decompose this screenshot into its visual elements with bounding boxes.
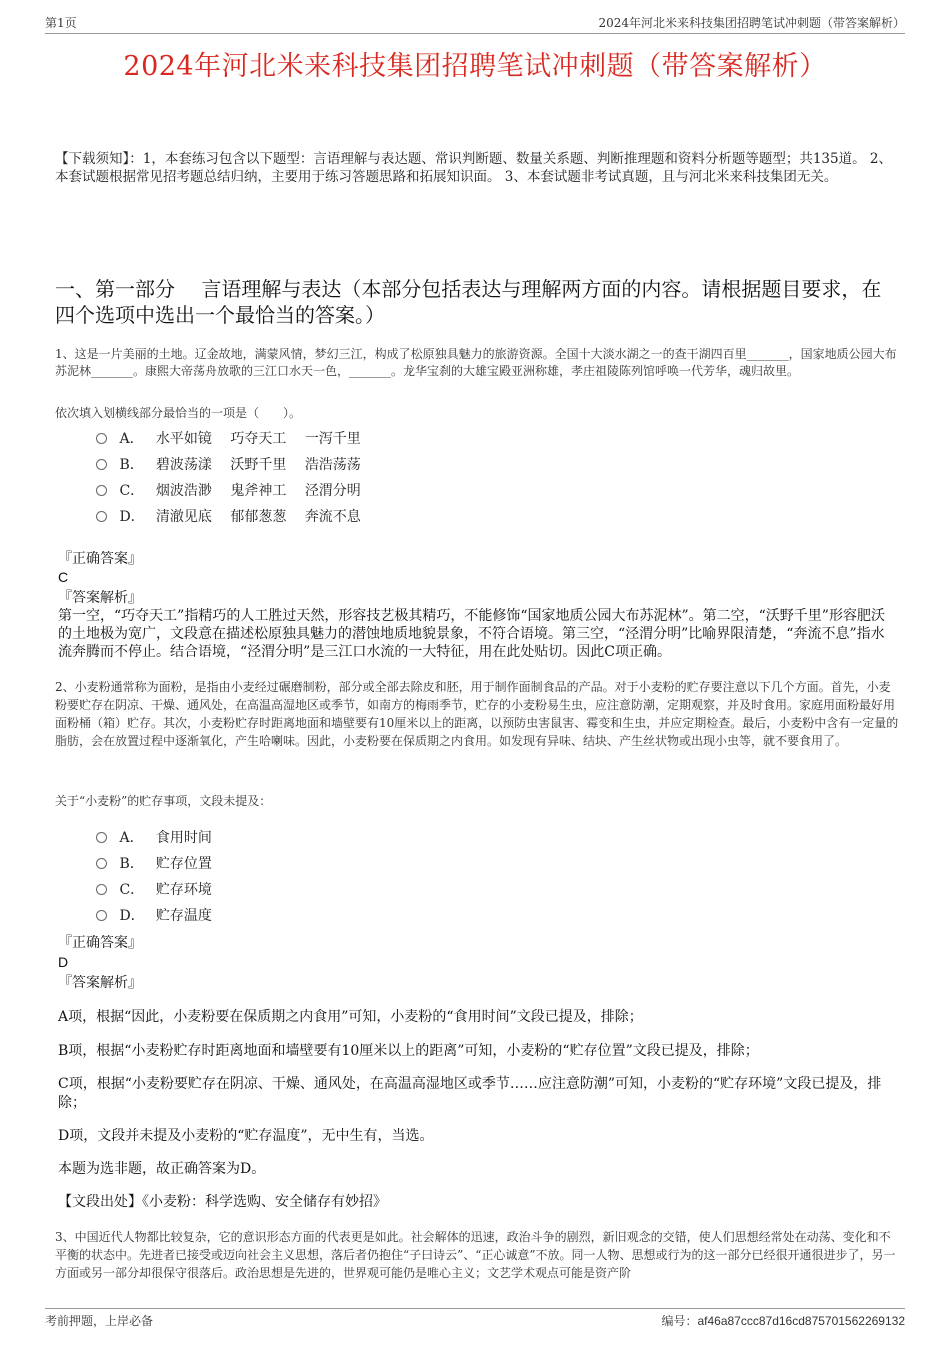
analysis-paragraph: B项，根据“小麦粉贮存时距离地面和墙壁要有10厘米以上的距离”可知，小麦粉的“贮存位置”文段已提及，排除； (58, 1043, 759, 1059)
option-a[interactable]: A． 食用时间 (96, 825, 226, 851)
option-d[interactable]: D． 清澈见底 郁郁葱葱 奔流不息 (96, 504, 375, 530)
option-d[interactable]: D． 贮存温度 (96, 903, 226, 929)
question-2-answer: D (58, 954, 69, 970)
analysis-paragraph: C项，根据“小麦粉要贮存在阴凉、干燥、通风处，在高温高湿地区或季节……应注意防潮”可知，小麦粉的“贮存环境”文段已提及，排除； (58, 1076, 882, 1111)
question-2-prompt: 关于“小麦粉”的贮存事项，文段未提及： (55, 794, 272, 808)
page-number: 第1页 (45, 16, 77, 30)
analysis-paragraph: D项，文段并未提及小麦粉的“贮存温度”，无中生有，当选。 (58, 1128, 434, 1144)
source-citation: 【文段出处】《小麦粉：科学选购、安全储存有妙招》 (58, 1194, 387, 1210)
option-b[interactable]: B． 贮存位置 (96, 851, 226, 877)
radio-button[interactable] (96, 433, 107, 444)
question-2-analysis-label: 『答案解析』 (58, 975, 142, 991)
download-notice: 【下载须知】：1，本套练习包含以下题型：言语理解与表达题、常识判断题、数量关系题、判断推理题和资料分析题等题型；共135道。 2、本套试题根据常见招考题总结归纳，主要用于练习答题思路和拓展知识面。 3、本套试题非考试真题，且与河北米来科技集团无关。 (55, 151, 892, 185)
radio-button[interactable] (96, 910, 107, 921)
header-divider (45, 33, 905, 34)
option-b[interactable]: B． 碧波荡漾 沃野千里 浩浩荡荡 (96, 452, 375, 478)
question-3-stem: 3、中国近代人物都比较复杂，它的意识形态方面的代表更是如此。社会解体的迅速，政治斗争的剧烈，新旧观念的交错，使人们思想经常处在动荡、变化和不平衡的状态中。先进者已接受或迈向社会主义思想，落后者仍抱住“子曰诗云”、“正心诚意”不放。同一人物、思想或行为的这一部分已经很开通很进步了，另一方面或另一部分却很保守很落后。政治思想是先进的，世界观可能仍是唯心主义；文艺学术观点可能是资产阶 (55, 1230, 896, 1280)
footer-divider (45, 1308, 905, 1309)
radio-button[interactable] (96, 511, 107, 522)
question-2-options (96, 825, 226, 929)
question-1-answer: C (58, 569, 69, 585)
analysis-paragraph: A项，根据“因此，小麦粉要在保质期之内食用”可知，小麦粉的“食用时间”文段已提及，排除； (58, 1009, 643, 1025)
section-title: 一、第一部分 言语理解与表达（本部分包括表达与理解两方面的内容。请根据题目要求，在四个选项中选出一个最恰当的答案。） (55, 277, 882, 327)
header-doc-title: 2024年河北米来科技集团招聘笔试冲刺题（带答案解析） (598, 16, 905, 30)
footer-code: 编号：af46a87ccc87d16cd875701562269132 (661, 1314, 905, 1328)
radio-button[interactable] (96, 884, 107, 895)
option-c[interactable]: C． 烟波浩渺 鬼斧神工 泾渭分明 (96, 478, 375, 504)
page-footer (45, 1312, 905, 1330)
question-1-prompt: 依次填入划横线部分最恰当的一项是（ ）。 (55, 406, 302, 420)
option-a[interactable]: A． 水平如镜 巧夺天工 一泻千里 (96, 426, 375, 452)
page-header (45, 14, 905, 32)
question-1-options (96, 426, 375, 530)
option-c[interactable]: C． 贮存环境 (96, 877, 226, 903)
radio-button[interactable] (96, 459, 107, 470)
question-1-answer-label: 『正确答案』 (58, 551, 142, 567)
question-1-analysis-label: 『答案解析』 (58, 590, 142, 606)
question-1-stem: 1、这是一片美丽的土地。辽金故地，满蒙风情，梦幻三江，构成了松原独具魅力的旅游资源。全国十大淡水湖之一的查干湖四百里_______，国家地质公园大布苏泥林_______。康熙大帝荡舟放歌的三江口水天一色，_______。龙华宝刹的大雄宝殿亚洲称雄，孝庄祖陵陈列馆呼唤一代芳华，魂归故里。 (55, 347, 897, 378)
question-1-analysis: 第一空，“巧夺天工”指精巧的人工胜过天然，形容技艺极其精巧，不能修饰“国家地质公园大布苏泥林”。第二空，“沃野千里”形容肥沃的土地极为宽广，文段意在描述松原独具魅力的潜蚀地质地貌景象，不符合语境。第三空，“泾渭分明”比喻界限清楚，“奔流不息”指水流奔腾而不停止。结合语境，“泾渭分明”是三江口水流的一大特征，用在此处贴切。因此C项正确。 (58, 608, 885, 660)
document-title: 2024年河北米来科技集团招聘笔试冲刺题（带答案解析） (123, 51, 827, 82)
radio-button[interactable] (96, 858, 107, 869)
analysis-paragraph: 本题为选非题，故正确答案为D。 (58, 1161, 266, 1177)
question-2-stem: 2、小麦粉通常称为面粉，是指由小麦经过碾磨制粉，部分或全部去除皮和胚，用于制作面制食品的产品。对于小麦粉的贮存要注意以下几个方面。首先，小麦粉要贮存在阴凉、干燥、通风处，在高温高湿地区或季节，如南方的梅雨季节，贮存的小麦粉易生虫，应注意防潮，定期观察，并及时食用。家庭用面粉最好用面粉桶（箱）贮存。其次，小麦粉贮存时距离地面和墙壁要有10厘米以上的距离，以预防虫害鼠害、霉变和生虫，并应定期检查。最后，小麦粉中含有一定量的脂肪，会在放置过程中逐渐氧化，产生哈喇味。因此，小麦粉要在保质期之内食用。如发现有异味、结块、产生丝状物或出现小虫等，就不要食用了。 (55, 680, 899, 748)
question-2-answer-label: 『正确答案』 (58, 935, 142, 951)
radio-button[interactable] (96, 485, 107, 496)
radio-button[interactable] (96, 832, 107, 843)
footer-slogan: 考前押题，上岸必备 (45, 1314, 154, 1328)
